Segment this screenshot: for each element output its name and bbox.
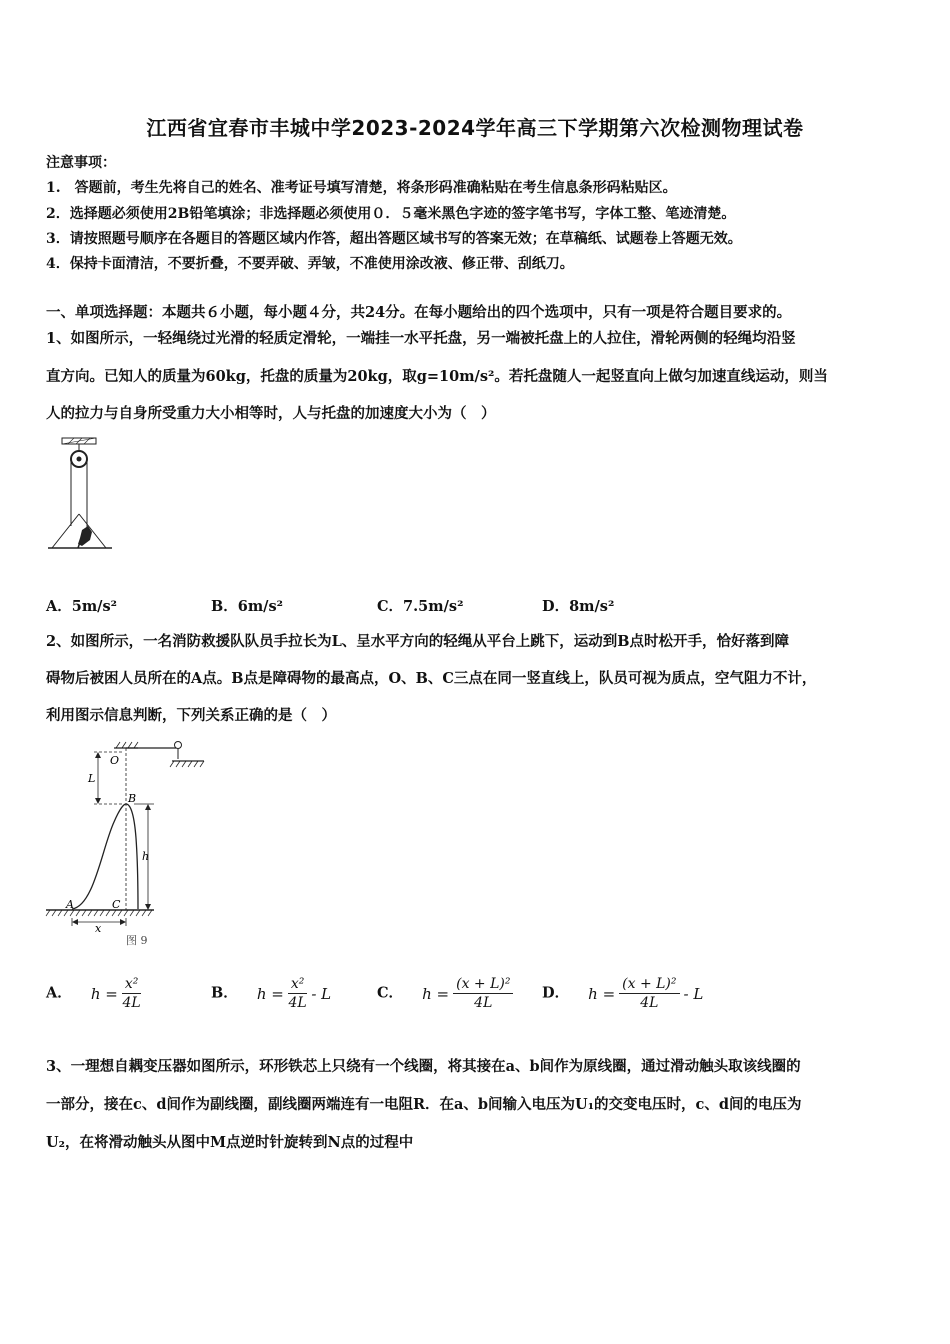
fraction-numerator: (x + L)² xyxy=(453,976,513,994)
q1-option-b[interactable]: B．6m/s² xyxy=(211,598,283,615)
fraction-denominator: 4L xyxy=(474,995,493,1011)
option-letter: B． xyxy=(211,984,238,1002)
equation-lhs: h = xyxy=(90,984,118,1003)
fraction-denominator: 4L xyxy=(640,995,659,1011)
q3-text: U₂，在将滑动触头从图中M点逆时针旋转到N点的过程中 xyxy=(46,1134,414,1151)
q1-option-d[interactable]: D．8m/s² xyxy=(542,598,615,615)
notice-item: 2．选择题必须使用2B铅笔填涂；非选择题必须使用０．５毫米黑色字迹的签字笔书写，字体工整、笔迹清楚。 xyxy=(46,206,736,222)
figure-caption: 图 9 xyxy=(126,934,148,947)
q1-text: 人的拉力与自身所受重力大小相等时，人与托盘的加速度大小为（ ） xyxy=(46,405,496,422)
q1-text: 直方向。已知人的质量为60kg，托盘的质量为20kg，取g=10m/s²。若托盘随人一起竖直向上做匀加速直线运动，则当 xyxy=(46,368,828,385)
q2-option-d[interactable] xyxy=(542,976,703,1011)
fraction-denominator: 4L xyxy=(122,995,141,1011)
q1-text: 1、如图所示，一轻绳绕过光滑的轻质定滑轮，一端挂一水平托盘，另一端被托盘上的人拉住，滑轮两侧的轻绳均沿竖 xyxy=(46,330,796,347)
fraction-denominator: 4L xyxy=(288,995,307,1011)
q2-text: 2、如图所示，一名消防救援队队员手拉长为L、呈水平方向的轻绳从平台上跳下，运动到B点时松开手，恰好落到障 xyxy=(46,633,790,650)
option-letter: C． xyxy=(377,984,404,1002)
page-title: 江西省宜春市丰城中学2023-2024学年高三下学期第六次检测物理试卷 xyxy=(146,116,804,140)
q2-rescue-figure xyxy=(42,738,212,950)
q2-text: 利用图示信息判断，下列关系正确的是（ ） xyxy=(46,707,336,724)
notice-heading: 注意事项： xyxy=(46,155,116,171)
q3-text: 一部分，接在c、d间作为副线圈，副线圈两端连有一电阻R．在a、b间输入电压为U₁的交变电压时，c、d间的电压为 xyxy=(46,1096,802,1113)
label-l: L xyxy=(88,772,96,785)
q2-text: 碍物后被困人员所在的A点。B点是障碍物的最高点，O、B、C三点在同一竖直线上，队员可视为质点，空气阻力不计， xyxy=(46,670,817,687)
label-o: O xyxy=(110,754,120,767)
q3-text: 3、一理想自耦变压器如图所示，环形铁芯上只绕有一个线圈，将其接在a、b间作为原线圈，通过滑动触头取该线圈的 xyxy=(46,1058,801,1075)
label-h: h xyxy=(142,850,150,863)
fraction-numerator: x² xyxy=(288,976,308,994)
equation-lhs: h = xyxy=(422,984,450,1003)
equation-lhs: h = xyxy=(256,984,284,1003)
fraction-numerator: (x + L)² xyxy=(619,976,679,994)
label-c: C xyxy=(112,898,121,911)
q1-pulley-figure xyxy=(44,434,124,556)
section-heading: 一、单项选择题：本题共６小题，每小题４分，共24分。在每小题给出的四个选项中，只有一项是符合题目要求的。 xyxy=(46,304,792,321)
notice-item: 1. 答题前，考生先将自己的姓名、准考证号填写清楚，将条形码准确粘贴在考生信息条形码粘贴区。 xyxy=(46,180,677,196)
label-a: A xyxy=(66,898,74,911)
equation-lhs: h = xyxy=(588,984,616,1003)
label-x: x xyxy=(95,922,102,935)
option-letter: D． xyxy=(542,984,570,1002)
q2-option-b[interactable] xyxy=(211,976,331,1011)
q2-option-a[interactable] xyxy=(46,976,141,1011)
equation-tail: - L xyxy=(311,984,332,1003)
notice-item: 4．保持卡面清洁，不要折叠，不要弄破、弄皱，不准使用涂改液、修正带、刮纸刀。 xyxy=(46,256,574,272)
option-letter: A． xyxy=(46,984,72,1002)
label-b: B xyxy=(128,792,137,805)
equation-tail: - L xyxy=(683,984,704,1003)
fraction-numerator: x² xyxy=(122,976,142,994)
q1-option-a[interactable]: A．5m/s² xyxy=(46,598,117,615)
q2-option-c[interactable] xyxy=(377,976,513,1011)
q1-option-c[interactable]: C．7.5m/s² xyxy=(377,598,464,615)
notice-item: 3．请按照题号顺序在各题目的答题区域内作答，超出答题区域书写的答案无效；在草稿纸、试题卷上答题无效。 xyxy=(46,231,742,247)
